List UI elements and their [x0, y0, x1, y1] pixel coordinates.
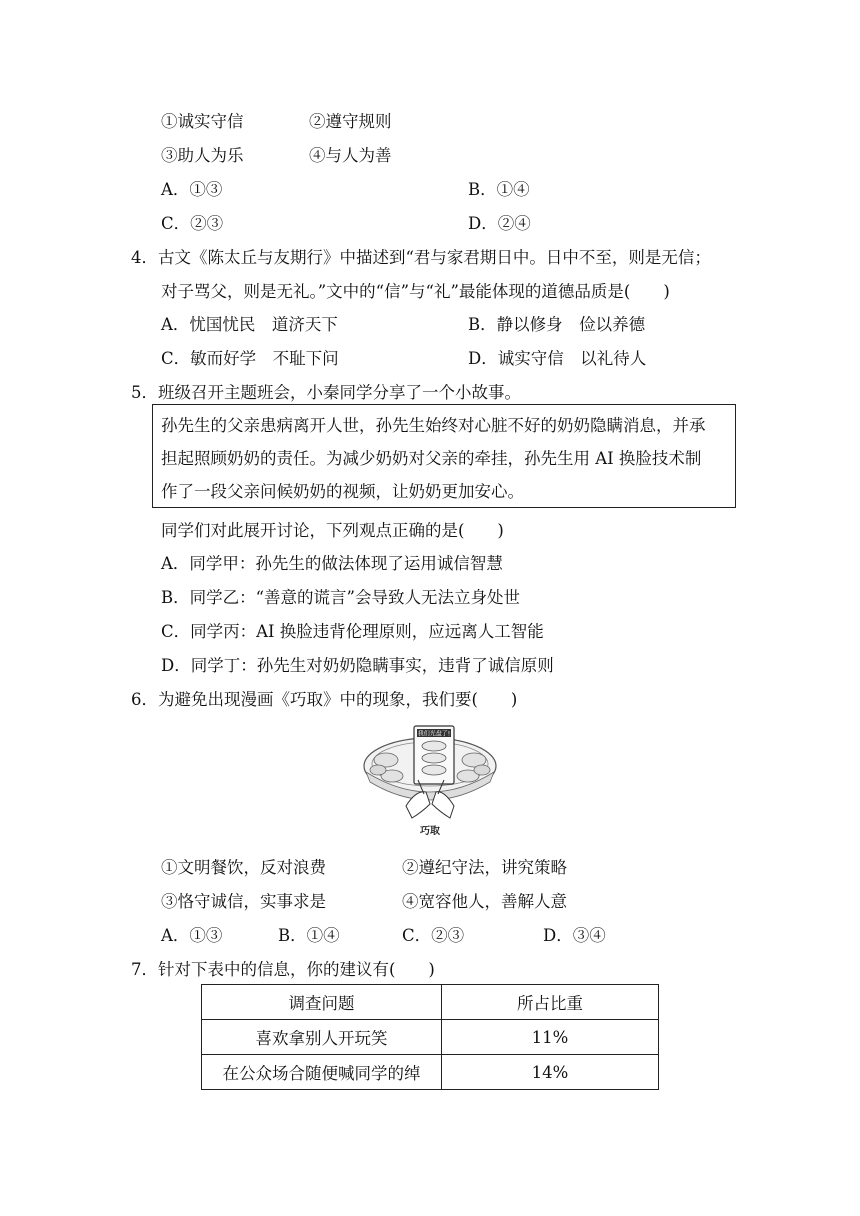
- q6-option-2: ②遵纪守法，讲究策略: [402, 858, 567, 877]
- cartoon-caption: 巧取: [420, 826, 440, 837]
- q5-stem: 班级召开主题班会，小秦同学分享了一个小故事。: [158, 383, 521, 402]
- q5-prompt: 同学们对此展开讨论，下列观点正确的是( ): [161, 521, 504, 540]
- q4-choice-b: B．静以修身 俭以养德: [468, 315, 646, 334]
- q4-choice-c: C．敏而好学 不耻下问: [161, 349, 339, 368]
- q5-story-line1: 孙先生的父亲患病离开人世，孙先生始终对心脏不好的奶奶隐瞒消息，并承: [161, 416, 706, 435]
- q7-number: 7．: [131, 960, 158, 979]
- q6-choice-a: A．①③: [161, 926, 223, 945]
- cartoon-illustration: [356, 720, 504, 838]
- q4-stem-line2: 对子骂父，则是无礼。”文中的“信”与“礼”最能体现的道德品质是( ): [161, 282, 670, 301]
- q6-option-1: ①文明餐饮，反对浪费: [161, 858, 326, 877]
- q3-choice-b: B．①④: [468, 180, 530, 199]
- q5-choice-a: A．同学甲：孙先生的做法体现了运用诚信智慧: [161, 554, 503, 573]
- q3-option-3: ③助人为乐: [161, 146, 244, 165]
- q4-number: 4．: [131, 248, 158, 267]
- q6-stem: 为避免出现漫画《巧取》中的现象，我们要( ): [158, 690, 518, 709]
- table-row: [202, 1020, 659, 1055]
- table-cell: 14%: [442, 1055, 659, 1090]
- q4-choice-a: A．忧国忧民 道济天下: [161, 315, 338, 334]
- q5-choice-c: C．同学丙：AI 换脸违背伦理原则，应远离人工智能: [161, 622, 544, 641]
- table-header-row: [202, 985, 659, 1020]
- q6-option-4: ④宽容他人，善解人意: [402, 892, 567, 911]
- q4-choice-d: D．诚实守信 以礼待人: [468, 349, 647, 368]
- table-cell: 11%: [442, 1020, 659, 1055]
- survey-table: [201, 984, 659, 1090]
- q7-stem: 针对下表中的信息，你的建议有( ): [158, 960, 435, 979]
- q5-story-box: [152, 404, 736, 508]
- table-header-cell: 调查问题: [202, 985, 442, 1020]
- q6-choice-c: C．②③: [402, 926, 465, 945]
- table-cell: 喜欢拿别人开玩笑: [202, 1020, 442, 1055]
- q6-option-3: ③恪守诚信，实事求是: [161, 892, 326, 911]
- table-cell: 在公众场合随便喊同学的绰: [202, 1055, 442, 1090]
- q6-number: 6．: [131, 690, 158, 709]
- q5-choice-d: D．同学丁：孙先生对奶奶隐瞒事实，违背了诚信原则: [161, 656, 554, 675]
- q6-choice-b: B．①④: [278, 926, 340, 945]
- q5-choice-b: B．同学乙：“善意的谎言”会导致人无法立身处世: [161, 588, 520, 607]
- q5-number: 5．: [131, 383, 158, 402]
- q5-story-line2: 担起照顾奶奶的责任。为减少奶奶对父亲的牵挂，孙先生用 AI 换脸技术制: [161, 449, 702, 468]
- table-header-cell: 所占比重: [442, 985, 659, 1020]
- q5-story-line3: 作了一段父亲问候奶奶的视频，让奶奶更加安心。: [161, 482, 524, 501]
- cartoon-sign-text: 我们光盘了!: [417, 730, 451, 738]
- q6-choice-d: D．③④: [543, 926, 606, 945]
- q3-option-1: ①诚实守信: [161, 112, 244, 131]
- q3-choice-a: A．①③: [161, 180, 223, 199]
- q3-choice-c: C．②③: [161, 214, 224, 233]
- q3-option-4: ④与人为善: [309, 146, 392, 165]
- q3-option-2: ②遵守规则: [309, 112, 392, 131]
- table-row: [202, 1055, 659, 1090]
- q4-stem-line1: 古文《陈太丘与友期行》中描述到“君与家君期日中。日中不至，则是无信；: [158, 248, 711, 267]
- q3-choice-d: D．②④: [468, 214, 531, 233]
